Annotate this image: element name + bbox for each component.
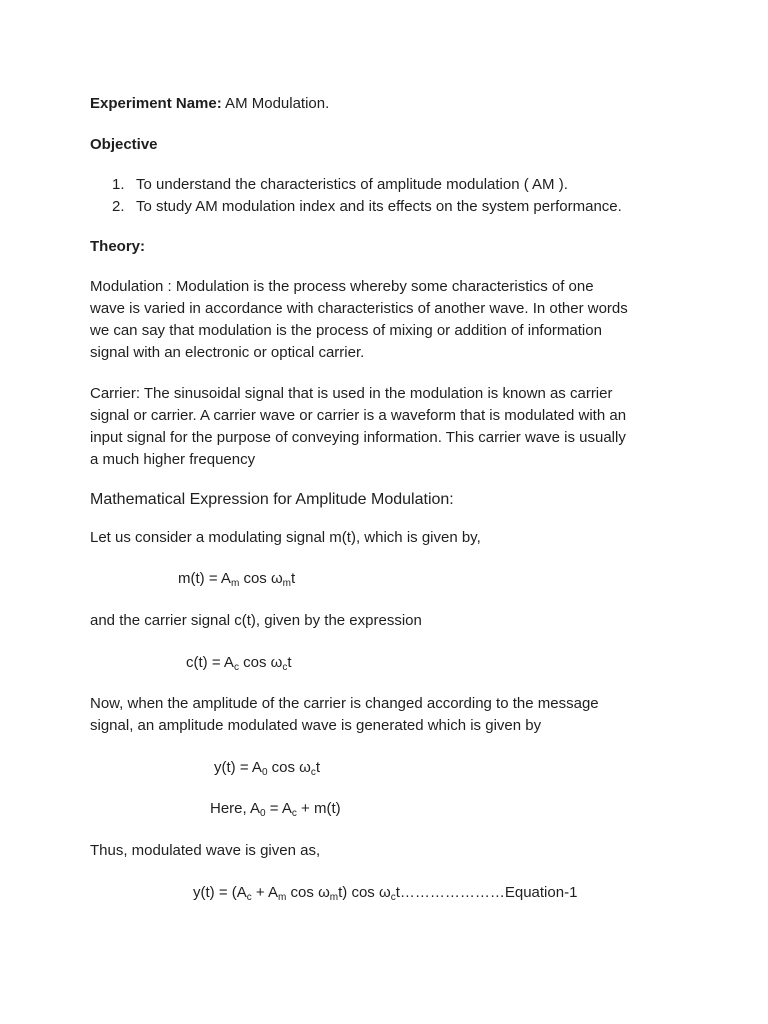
objective-list xyxy=(112,174,622,218)
list-item xyxy=(112,174,622,196)
paragraph-line: wave is varied in accordance with characteristics of another wave. In other words xyxy=(90,300,628,317)
equation-modulating-signal: $m(t) = A_m$ $\cos \omega_mt$ xyxy=(178,570,296,589)
theory-heading: Theory: xyxy=(90,238,146,255)
math-intro: Let us consider a modulating signal m(t), which is given by, xyxy=(90,529,481,546)
list-item-text: To study AM modulation index and its effects on the system performance. xyxy=(136,198,622,215)
paragraph-line: signal, an amplitude modulated wave is generated which is given by xyxy=(90,717,542,734)
list-item-number: 1. xyxy=(112,176,125,193)
thus-line: Thus, modulated wave is given as, xyxy=(90,842,321,859)
list-item-number: 2. xyxy=(112,198,125,215)
experiment-name-label: Experiment Name: xyxy=(90,95,222,112)
experiment-name-line xyxy=(90,93,329,115)
paragraph-line: a much higher frequency xyxy=(90,451,256,468)
list-item-text: To understand the characteristics of amplitude modulation ( AM ). xyxy=(136,176,568,193)
paragraph-line: Now, when the amplitude of the carrier is changed according to the message xyxy=(90,695,599,712)
modulation-paragraph xyxy=(90,276,690,364)
equation-amplitude-definition: Here, $A_0 = A_c + m(t)$ xyxy=(210,800,341,819)
equation-carrier-signal: $c(t) = A_c$ $\cos \omega_ct$ xyxy=(186,654,292,673)
am-paragraph xyxy=(90,693,690,737)
equation-1: $y(t) = (A_c + A_m$ $\cos \omega_mt$) $\cos \omega_ct\dots\dots\dots\dots\dots\dots\dots Equation-1$ xyxy=(193,884,578,903)
paragraph-line: signal with an electronic or optical carrier. xyxy=(90,344,365,361)
math-heading: Mathematical Expression for Amplitude Modulation: xyxy=(90,491,454,508)
list-item xyxy=(112,196,622,218)
paragraph-line: we can say that modulation is the process of mixing or addition of information xyxy=(90,322,602,339)
carrier-intro: and the carrier signal c(t), given by the expression xyxy=(90,612,422,629)
paragraph-line: Carrier: The sinusoidal signal that is used in the modulation is known as carrier xyxy=(90,385,613,402)
paragraph-line: input signal for the purpose of conveying information. This carrier wave is usually xyxy=(90,429,626,446)
objective-heading: Objective xyxy=(90,136,158,153)
experiment-name-value: AM Modulation. xyxy=(221,95,330,112)
carrier-paragraph xyxy=(90,383,690,471)
paragraph-line: Modulation : Modulation is the process whereby some characteristics of one xyxy=(90,278,594,295)
equation-am-wave: $y(t) = A_0$ $\cos \omega_ct$ xyxy=(214,759,321,778)
paragraph-line: signal or carrier. A carrier wave or carrier is a waveform that is modulated with an xyxy=(90,407,627,424)
